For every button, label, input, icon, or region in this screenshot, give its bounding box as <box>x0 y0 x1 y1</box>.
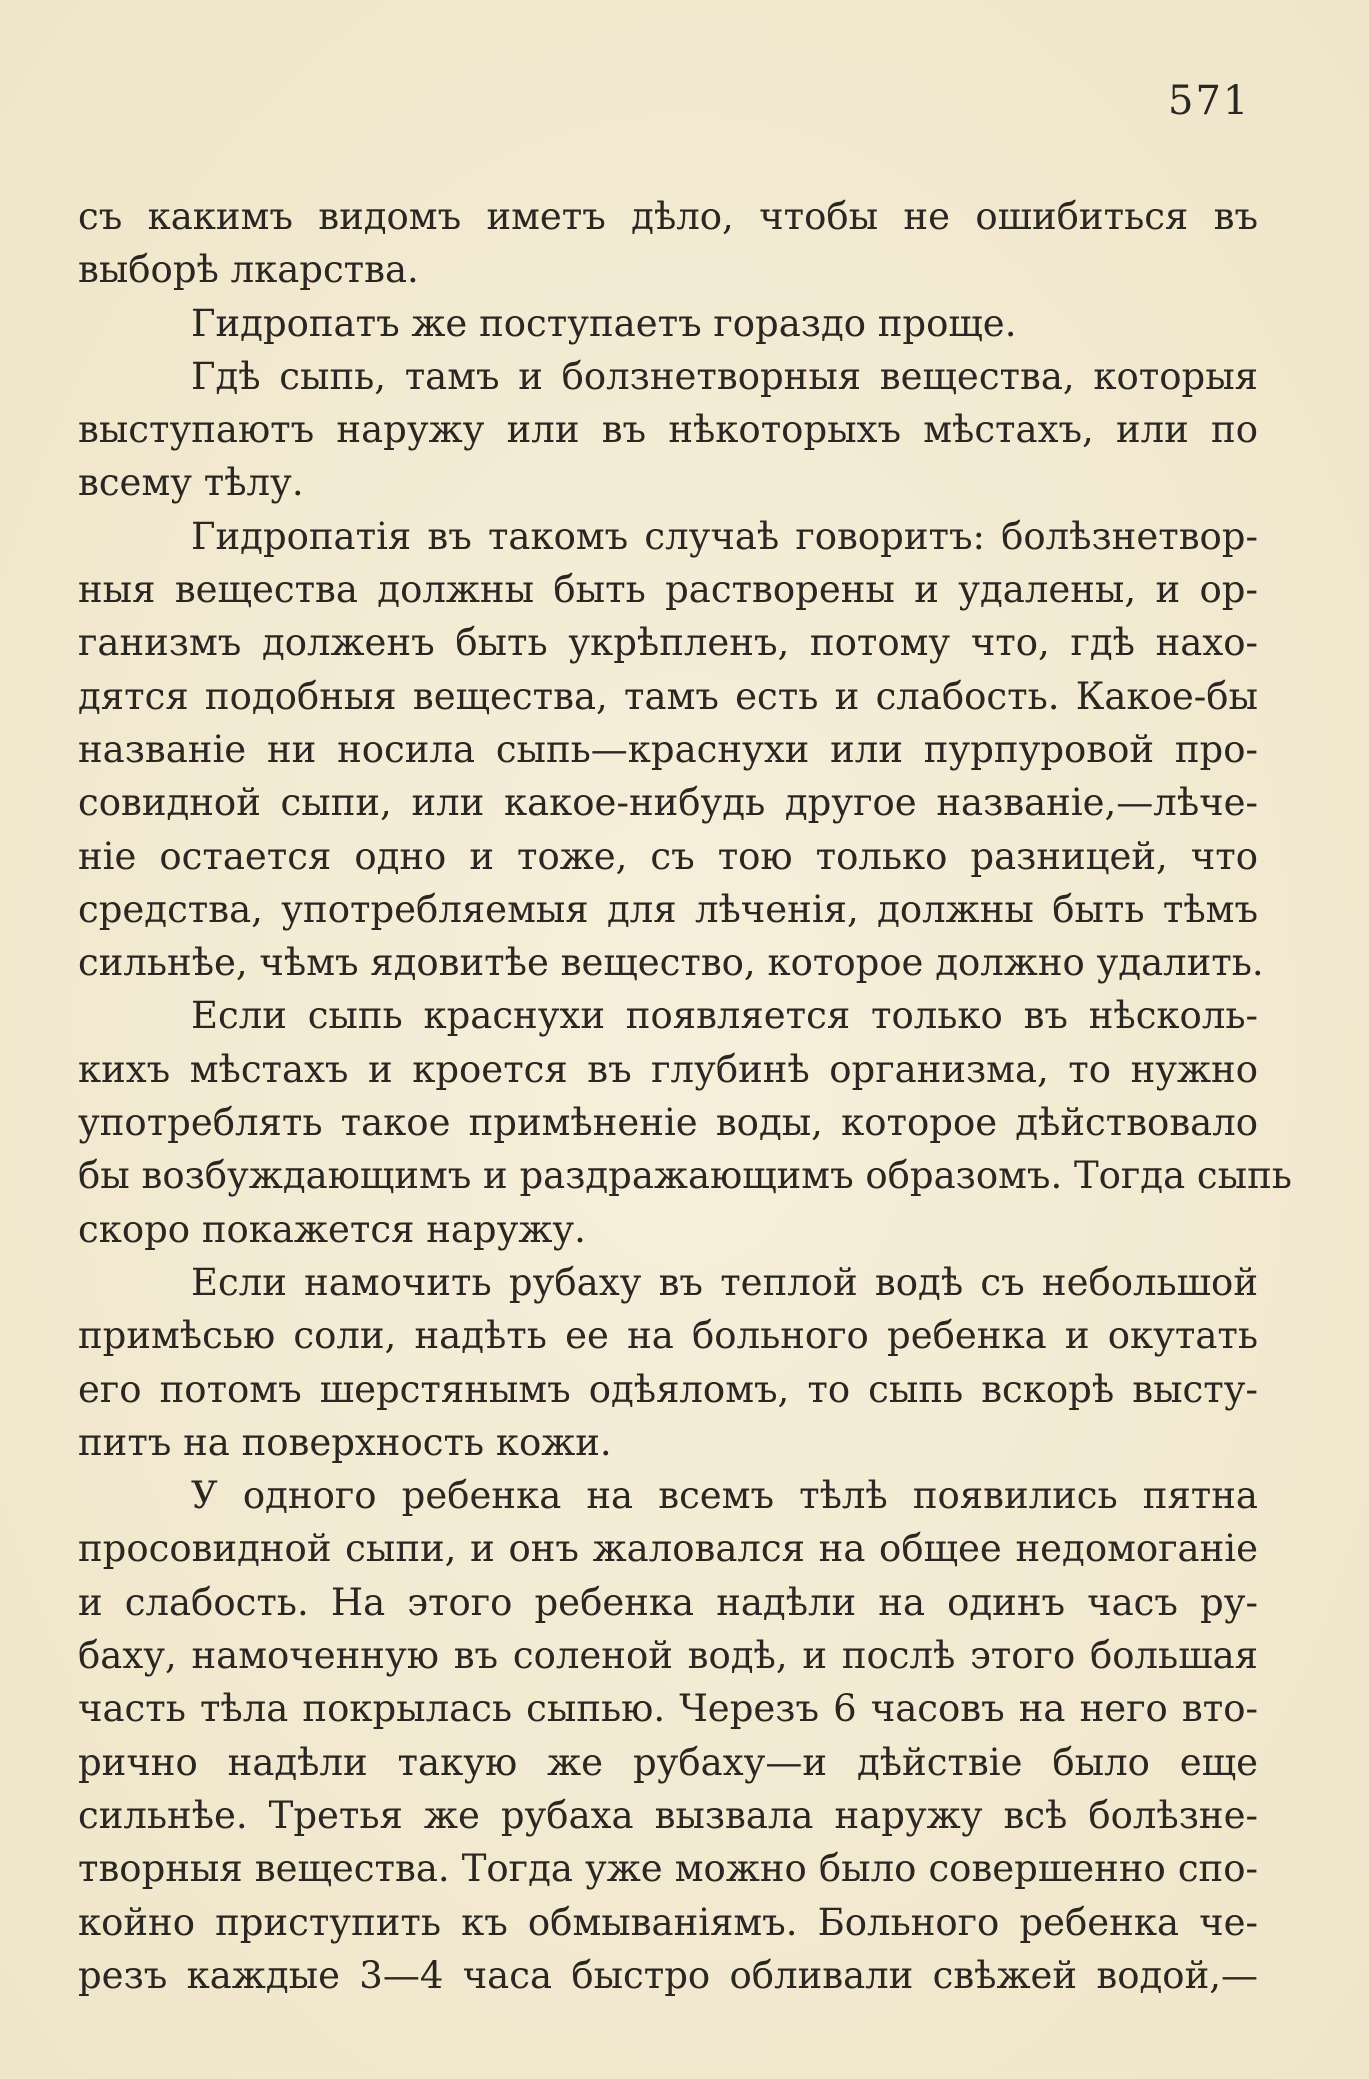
text-line: рично надѣли такую же рубаху—и дѣйствіе было еще <box>78 1740 1258 1784</box>
text-line: творныя вещества. Тогда уже можно было совершенно спо- <box>78 1847 1258 1891</box>
text-line: сильнѣе. Третья же рубаха вызвала наружу всѣ болѣзне- <box>78 1793 1258 1837</box>
text-line: Гдѣ сыпь, тамъ и болзнетворныя вещества, которыя <box>191 354 1258 398</box>
text-line: выступаютъ наружу или въ нѣкоторыхъ мѣстахъ, или по <box>78 408 1258 452</box>
text-line: резъ каждые 3—4 часа быстро обливали свѣжей водой,— <box>78 1953 1258 1997</box>
text-line: средства, употребляемыя для лѣченія, должны быть тѣмъ <box>78 887 1258 931</box>
text-line: питъ на поверхность кожи. <box>78 1420 612 1464</box>
text-line: У одного ребенка на всемъ тѣлѣ появились пятна <box>191 1474 1258 1518</box>
text-line: употреблять такое примѣненіе воды, которое дѣйствовало <box>78 1101 1258 1145</box>
text-line: скоро покажется наружу. <box>78 1207 586 1251</box>
text-line: ніе остается одно и тоже, съ тою только разницей, что <box>78 834 1258 878</box>
text-line: Гидропатъ же поступаетъ гораздо проще. <box>191 301 1017 345</box>
text-line: выборѣ лкарства. <box>78 248 419 292</box>
text-line: просовидной сыпи, и онъ жаловался на общее недомоганіе <box>78 1527 1258 1571</box>
text-line: названіе ни носила сыпь—краснухи или пурпуровой про- <box>78 727 1258 771</box>
text-line: ганизмъ долженъ быть укрѣпленъ, потому что, гдѣ нахо- <box>78 621 1258 665</box>
text-line: койно приступить къ обмываніямъ. Больного ребенка че- <box>78 1900 1258 1944</box>
text-line: бы возбуждающимъ и раздражающимъ образомъ. Тогда сыпь <box>78 1154 1292 1198</box>
text-line: примѣсью соли, надѣть ее на больного ребенка и окутать <box>78 1314 1258 1358</box>
text-line: часть тѣла покрылась сыпью. Черезъ 6 часовъ на него вто- <box>78 1687 1258 1731</box>
text-line: кихъ мѣстахъ и кроется въ глубинѣ организма, то нужно <box>78 1047 1258 1091</box>
text-line: съ какимъ видомъ иметъ дѣло, чтобы не ошибиться въ <box>78 195 1258 238</box>
text-line: Гидропатія въ такомъ случаѣ говоритъ: болѣзнетвор- <box>191 514 1258 558</box>
text-line: сильнѣе, чѣмъ ядовитѣе вещество, которое должно удалить. <box>78 941 1264 985</box>
text-line: совидной сыпи, или какое-нибудь другое названіе,—лѣче- <box>78 781 1258 825</box>
text-line: и слабость. На этого ребенка надѣли на одинъ часъ ру- <box>78 1580 1258 1624</box>
text-line: его потомъ шерстянымъ одѣяломъ, то сыпь вскорѣ высту- <box>78 1367 1258 1411</box>
text-line: Если сыпь краснухи появляется только въ нѣсколь- <box>191 994 1258 1038</box>
text-line: Если намочить рубаху въ теплой водѣ съ небольшой <box>191 1260 1258 1304</box>
text-line: ныя вещества должны быть растворены и удалены, и ор- <box>78 568 1258 612</box>
text-line: баху, намоченную въ соленой водѣ, и послѣ этого большая <box>78 1634 1258 1678</box>
text-line: всему тѣлу. <box>78 461 304 505</box>
body-text <box>78 190 1298 2002</box>
text-line: дятся подобныя вещества, тамъ есть и слабость. Какое-бы <box>78 674 1258 718</box>
page-number: 571 <box>1168 78 1251 124</box>
